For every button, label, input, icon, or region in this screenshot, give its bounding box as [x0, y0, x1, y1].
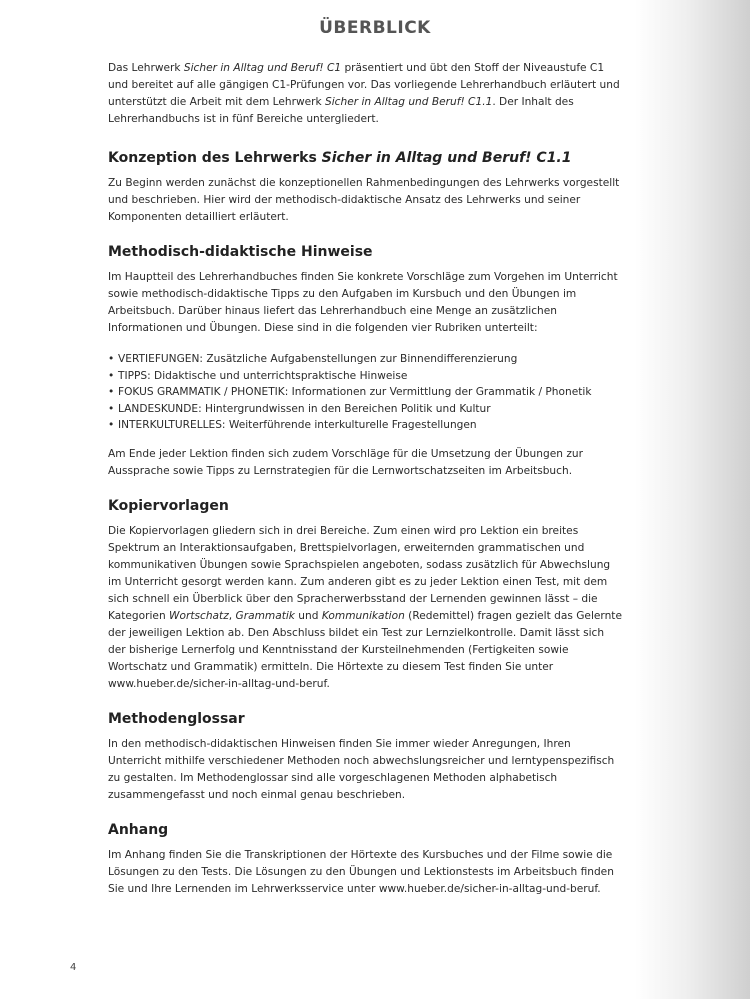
methodisch-closing: Am Ende jeder Lektion finden sich zudem Vorschläge für die Umsetzung der Übungen zur Aussprache sowie Tipps zu Lernstrategien für die Lernwortschatzseiten im Arbeitsbuch.	[108, 447, 583, 477]
konzeption-heading-b: Sicher in Alltag und Beruf! C1.1	[321, 150, 572, 166]
kopier-text-4: (Redemittel) fragen gezielt das Gelernte der jeweiligen Lektion ab. Den Abschluss bildet ein Test zur Lernzielkontrolle. Damit lässt sich der bisherige Lernerfolg und Kenntnisstand der Kursteilnehmenden (Fertigkeiten sowie Wortschatz und Grammatik) ermitteln. Die Hörtexte zu diesem Test finden Sie unter www.hueber.de/sicher-in-alltag-und-beruf.	[108, 609, 622, 690]
kopier-text-3: und	[294, 609, 322, 622]
kopier-body	[108, 523, 623, 693]
anhang-heading: Anhang	[108, 821, 169, 838]
page-number: 4	[70, 962, 77, 973]
intro-paragraph	[108, 60, 623, 128]
kopier-heading: Kopiervorlagen	[108, 497, 229, 514]
intro-text-1: Das Lehrwerk	[108, 62, 184, 74]
kopier-text-2: ,	[228, 609, 236, 622]
list-item: • TIPPS: Didaktische und unterrichtspraktische Hinweise	[108, 368, 623, 385]
kopier-kommunikation: Kommunikation	[321, 609, 405, 622]
intro-title-2: Sicher in Alltag und Beruf! C1.1	[325, 96, 493, 108]
list-item: • INTERKULTURELLES: Weiterführende interkulturelle Fragestellungen	[108, 417, 623, 434]
page-content	[108, 60, 623, 912]
intro-text-2: präsentiert und übt den Stoff der Niveaustufe C1 und bereitet auf alle gängigen C1-Prüfungen vor. Das vorliegende Lehrerhandbuch erläutert und unterstützt die Arbeit mit dem Lehrwerk	[108, 62, 620, 108]
anhang-body: Im Anhang finden Sie die Transkriptionen der Hörtexte des Kursbuches und der Filme sowie die Lösungen zu den Tests. Die Lösungen zu den Übungen und Lektionstests im Arbeitsbuch finden Sie und Ihre Lernenden im Lehrwerksservice unter www.hueber.de/sicher-in-alltag-und-beruf.	[108, 848, 614, 895]
kopier-wortschatz: Wortschatz	[169, 609, 229, 622]
rubriken-list	[108, 351, 623, 434]
page-title: ÜBERBLICK	[319, 18, 431, 38]
intro-text-3: . Der Inhalt des Lehrerhandbuchs ist in fünf Bereiche untergliedert.	[108, 96, 574, 125]
methodisch-heading: Methodisch-didaktische Hinweise	[108, 244, 373, 260]
konzeption-heading-a: Konzeption des Lehrwerks	[108, 150, 322, 166]
kopier-grammatik: Grammatik	[235, 609, 295, 622]
glossar-body: In den methodisch-didaktischen Hinweisen finden Sie immer wieder Anregungen, Ihren Unterricht mithilfe verschiedener Methoden noch abwechslungsreicher und lerntypenspezifisch zu gestalten. Im Methodenglossar sind alle vorgeschlagenen Methoden alphabetisch zusammengefasst und noch einmal genau beschrieben.	[108, 737, 615, 801]
kopier-text-1: Die Kopiervorlagen gliedern sich in drei Bereiche. Zum einen wird pro Lektion ein breites Spektrum an Interaktionsaufgaben, Brettspielvorlagen, erweiternden grammatischen und kommunikativen Übungen sowie Sprachspielen angeboten, sodass zusätzlich für Abwechslung im Unterricht gesorgt werden kann. Zum anderen gibt es zu jeder Lektion einen Test, mit dem sich schnell ein Überblick über den Spracherwerbsstand der Lernenden gewinnen lässt – die Kategorien	[108, 524, 611, 622]
konzeption-body: Zu Beginn werden zunächst die konzeptionellen Rahmenbedingungen des Lehrwerks vorgestellt und beschrieben. Hier wird der methodisch-didaktische Ansatz des Lehrwerks und seiner Komponenten detailliert erläutert.	[108, 177, 620, 223]
methodisch-body: Im Hauptteil des Lehrerhandbuches finden Sie konkrete Vorschläge zum Vorgehen im Unterricht sowie methodisch-didaktische Tipps zu den Aufgaben im Kursbuch und den Übungen im Arbeitsbuch. Darüber hinaus liefert das Lehrerhandbuch eine Menge an zusätzlichen Informationen und Übungen. Diese sind in die folgenden vier Rubriken unterteilt:	[108, 271, 618, 334]
page-edge-shadow	[635, 0, 750, 999]
list-item: • LANDESKUNDE: Hintergrundwissen in den Bereichen Politik und Kultur	[108, 401, 623, 418]
intro-title-1: Sicher in Alltag und Beruf! C1	[183, 62, 342, 74]
konzeption-heading	[108, 150, 623, 166]
list-item: • FOKUS GRAMMATIK / PHONETIK: Informationen zur Vermittlung der Grammatik / Phonetik	[108, 384, 623, 401]
glossar-heading: Methodenglossar	[108, 710, 245, 727]
list-item: • VERTIEFUNGEN: Zusätzliche Aufgabenstellungen zur Binnendifferenzierung	[108, 351, 623, 368]
